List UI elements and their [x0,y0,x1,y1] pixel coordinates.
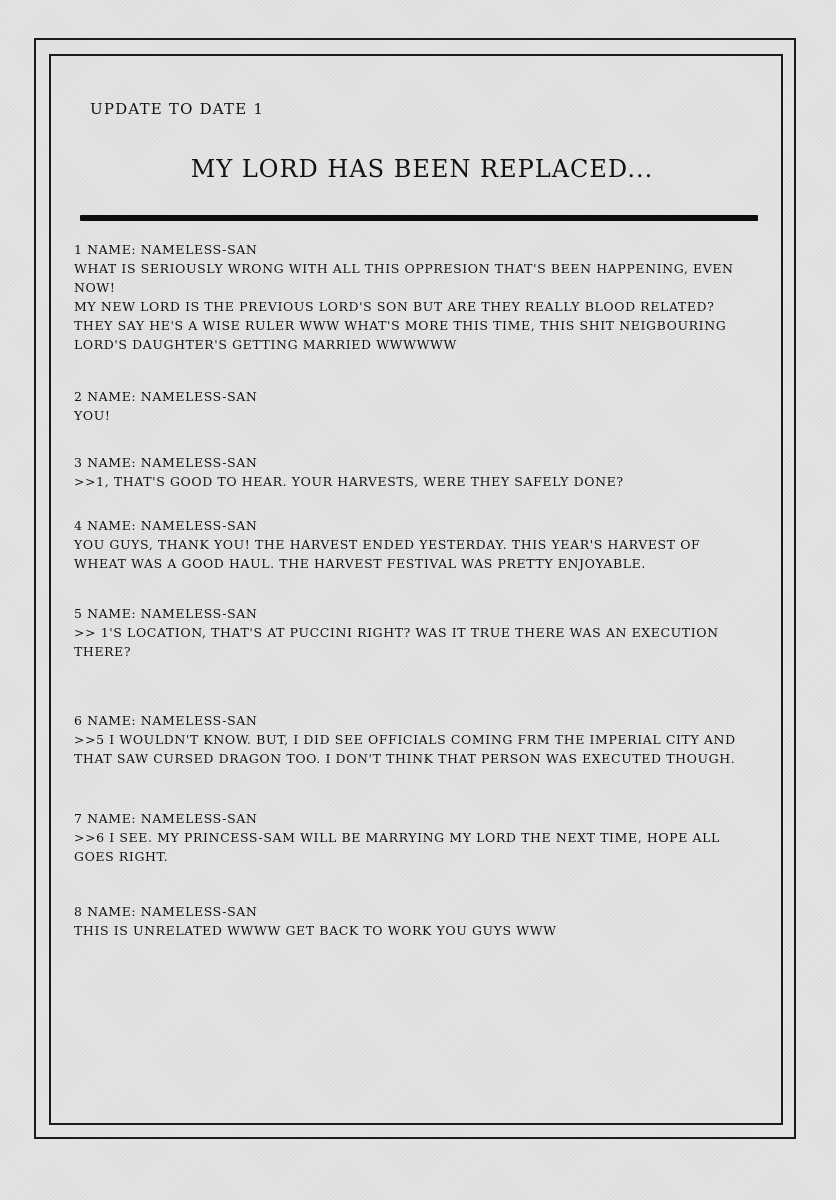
post-text-line: NOW! [74,280,116,295]
post-6 [74,711,754,768]
post-text-line: WHAT IS SERIOUSLY WRONG WITH ALL THIS OPPRESION THAT'S BEEN HAPPENING, EVEN [74,261,734,276]
post-text-line: >> 1'S LOCATION, THAT'S AT PUCCINI RIGHT? WAS IT TRUE THERE WAS AN EXECUTION [74,625,719,640]
post-2 [74,387,754,425]
post-text-line: GOES RIGHT. [74,849,169,864]
post-text-line: LORD'S DAUGHTER'S GETTING MARRIED WWWWWW [74,337,457,352]
post-text-line: THEY SAY HE'S A WISE RULER WWW WHAT'S MORE THIS TIME, THIS SHIT NEIGBOURING [74,318,727,333]
post-text-line: THAT SAW CURSED DRAGON TOO. I DON'T THINK THAT PERSON WAS EXECUTED THOUGH. [74,751,736,766]
page-subtitle: UPDATE TO DATE 1 [90,100,265,118]
post-text-line: >>5 I WOULDN'T KNOW. BUT, I DID SEE OFFICIALS COMING FRM THE IMPERIAL CITY AND [74,732,736,747]
post-text-line: >>6 I SEE. MY PRINCESS-SAM WILL BE MARRYING MY LORD THE NEXT TIME, HOPE ALL [74,830,720,845]
post-text-line: YOU! [74,408,111,423]
post-header: 8 NAME: NAMELESS-SAN [74,904,258,919]
post-text-line: THERE? [74,644,132,659]
post-header: 7 NAME: NAMELESS-SAN [74,811,258,826]
title-divider [80,215,758,221]
post-5 [74,604,754,661]
post-text-line: THIS IS UNRELATED WWWW GET BACK TO WORK YOU GUYS WWW [74,923,557,938]
post-header: 1 NAME: NAMELESS-SAN [74,242,258,257]
post-header: 3 NAME: NAMELESS-SAN [74,455,258,470]
post-header: 5 NAME: NAMELESS-SAN [74,606,258,621]
post-header: 4 NAME: NAMELESS-SAN [74,518,258,533]
post-header: 2 NAME: NAMELESS-SAN [74,389,258,404]
post-1 [74,240,754,354]
page-title: MY LORD HAS BEEN REPLACED... [190,155,654,183]
post-4 [74,516,754,573]
post-text-line: WHEAT WAS A GOOD HAUL. THE HARVEST FESTIVAL WAS PRETTY ENJOYABLE. [74,556,646,571]
post-7 [74,809,754,866]
post-text-line: MY NEW LORD IS THE PREVIOUS LORD'S SON BUT ARE THEY REALLY BLOOD RELATED? [74,299,715,314]
post-header: 6 NAME: NAMELESS-SAN [74,713,258,728]
post-8 [74,902,754,940]
post-text-line: >>1, THAT'S GOOD TO HEAR. YOUR HARVESTS, WERE THEY SAFELY DONE? [74,474,624,489]
post-text-line: YOU GUYS, THANK YOU! THE HARVEST ENDED YESTERDAY. THIS YEAR'S HARVEST OF [74,537,701,552]
post-3 [74,453,754,491]
